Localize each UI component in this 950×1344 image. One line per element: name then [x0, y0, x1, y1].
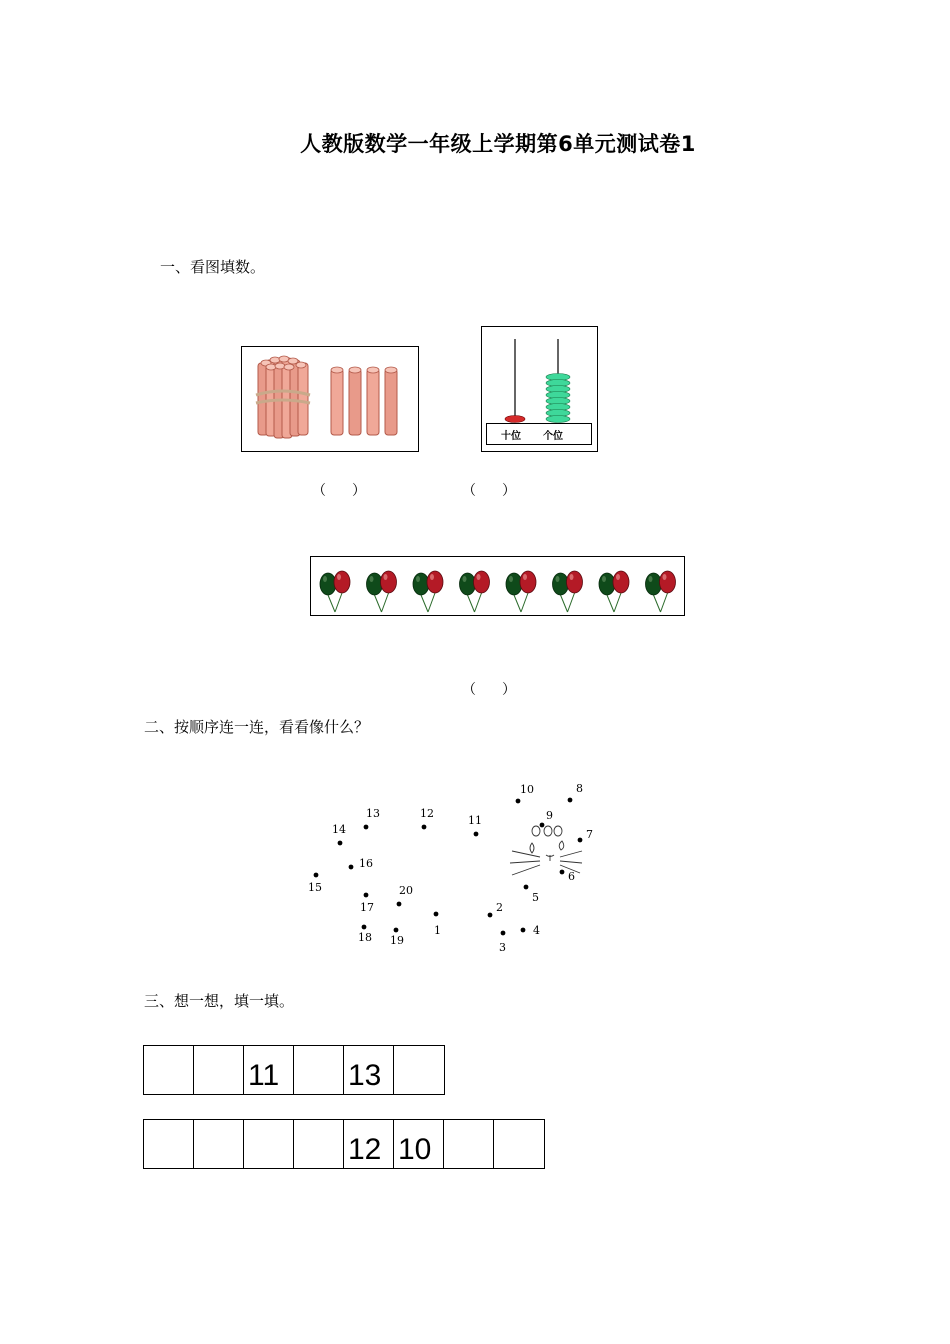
sticks-picture [241, 346, 419, 452]
dot-label: 15 [308, 881, 322, 894]
dot-4[interactable] [521, 928, 526, 933]
section3-heading: 三、想一想，填一填。 [144, 992, 295, 1010]
balloons-picture [310, 556, 685, 616]
answer-blank-balloons[interactable]: （ ） [462, 682, 522, 698]
dots [314, 798, 583, 936]
grid-cell[interactable] [294, 1046, 344, 1094]
dot-8[interactable] [568, 798, 573, 803]
balloons-illustration [311, 557, 683, 614]
grid-cell[interactable] [294, 1120, 344, 1168]
grid-cell: 10 [394, 1120, 444, 1168]
dot-20[interactable] [397, 902, 402, 907]
answer-blank-sticks[interactable]: （ ） [312, 483, 372, 499]
abacus-base [486, 423, 592, 445]
balloon-pair [599, 571, 629, 612]
dot-19[interactable] [394, 928, 399, 933]
dot-11[interactable] [474, 832, 479, 837]
abacus-picture [481, 326, 598, 452]
grid-cell[interactable] [194, 1046, 244, 1094]
balloon-pair [413, 571, 443, 612]
dot-15[interactable] [314, 873, 319, 878]
dot-label: 6 [568, 870, 575, 883]
answer-blank-abacus[interactable]: （ ） [462, 483, 522, 499]
section1-heading: 一、看图填数。 [160, 258, 266, 276]
number-grid-row2 [143, 1119, 545, 1169]
grid-cell[interactable] [194, 1120, 244, 1168]
balloon-pair [553, 571, 583, 612]
dot-10[interactable] [516, 799, 521, 804]
balloon-pair [320, 571, 350, 612]
section2-heading: 二、按顺序连一连，看看像什么？ [144, 718, 370, 736]
dot-label: 1 [434, 924, 441, 937]
dot-label: 11 [468, 814, 482, 827]
dot-label: 16 [359, 857, 373, 870]
dot-label: 18 [358, 931, 372, 944]
balloon-pair [506, 571, 536, 612]
dot-to-dot-puzzle [300, 775, 620, 955]
stick-bundle [256, 356, 310, 438]
ones-beads [546, 374, 570, 423]
dot-label: 4 [533, 924, 540, 937]
dot-2[interactable] [488, 913, 493, 918]
grid-cell[interactable] [394, 1046, 444, 1094]
dot-label: 10 [520, 783, 534, 796]
number-grid-row1 [143, 1045, 445, 1095]
balloon-pair [460, 571, 490, 612]
dot-label: 17 [360, 901, 374, 914]
dot-6[interactable] [560, 870, 565, 875]
dot-7[interactable] [578, 838, 583, 843]
dot-label: 2 [496, 901, 503, 914]
tens-bead [505, 416, 525, 423]
grid-cell[interactable] [494, 1120, 544, 1168]
grid-cell[interactable] [144, 1046, 194, 1094]
single-sticks [331, 367, 397, 435]
cat-face-sketch [510, 826, 582, 875]
dot-14[interactable] [338, 841, 343, 846]
grid-cell: 13 [344, 1046, 394, 1094]
abacus-tens-label: 十位 [501, 430, 521, 442]
dot-9[interactable] [540, 823, 545, 828]
dot-label: 9 [546, 809, 553, 822]
balloon-pair [367, 571, 397, 612]
dot-to-dot-drawing [300, 775, 620, 955]
dot-1[interactable] [434, 912, 439, 917]
sticks-illustration [242, 347, 417, 450]
dot-label: 20 [399, 884, 413, 897]
dot-label: 13 [366, 807, 380, 820]
dot-12[interactable] [422, 825, 427, 830]
abacus-illustration [482, 327, 596, 423]
grid-cell: 12 [344, 1120, 394, 1168]
dot-3[interactable] [501, 931, 506, 936]
dot-label: 12 [420, 807, 434, 820]
dot-label: 8 [576, 782, 583, 795]
grid-cell: 11 [244, 1046, 294, 1094]
grid-cell[interactable] [144, 1120, 194, 1168]
dot-label: 5 [532, 891, 539, 904]
dot-16[interactable] [349, 865, 354, 870]
grid-cell[interactable] [444, 1120, 494, 1168]
grid-cell[interactable] [244, 1120, 294, 1168]
abacus-ones-label: 个位 [543, 430, 563, 442]
dot-13[interactable] [364, 825, 369, 830]
dot-18[interactable] [362, 925, 367, 930]
balloon-pair [646, 571, 676, 612]
dot-label: 14 [332, 823, 346, 836]
dot-label: 19 [390, 934, 404, 947]
dot-5[interactable] [524, 885, 529, 890]
page-title: 人教版数学一年级上学期第6单元测试卷1 [300, 132, 696, 156]
dot-17[interactable] [364, 893, 369, 898]
dot-label: 3 [499, 941, 506, 954]
dot-label: 7 [586, 828, 593, 841]
